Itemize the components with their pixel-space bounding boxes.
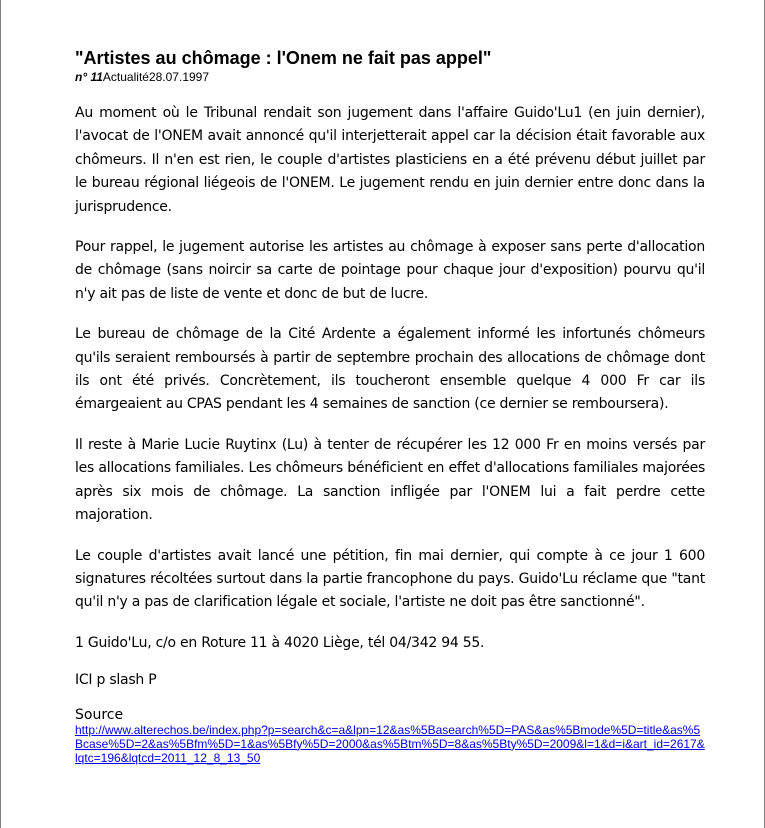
article-footnote: 1 Guido'Lu, c/o en Roture 11 à 4020 Liège, tél 04/342 94 55.	[75, 634, 485, 651]
article-title: "Artistes au chômage : l'Onem ne fait pas appel"	[75, 48, 492, 68]
source-label: Source	[75, 706, 124, 723]
article-paragraph-4: Il reste à Marie Lucie Ruytinx (Lu) à tenter de récupérer les 12 000 Fr en moins versés par les allocations familiales. Les chômeurs bénéficient en effet d'allocations familiales majorées après six mois de chômage. La sanction infligée par l'ONEM lui a fait perdre cette majoration.	[75, 436, 705, 524]
article-paragraph-2: Pour rappel, le jugement autorise les artistes au chômage à exposer sans perte d'allocation de chômage (sans noircir sa carte de pointage pour chaque jour d'exposition) pourvu qu'il n'y ait pas de liste de vente et donc de but de lucre.	[75, 239, 705, 302]
issue-number: n° 11	[75, 70, 103, 84]
article-section: Actualité	[102, 70, 149, 84]
article	[75, 46, 705, 765]
article-paragraph-5: Le couple d'artistes avait lancé une pétition, fin mai dernier, qui compte à ce jour 1 600 signatures récoltées surtout dans la partie francophone du pays. Guido'Lu réclame que "tant qu'il n'y a pas de clarification légale et sociale, l'artiste ne doit pas être sanctionné".	[75, 547, 705, 611]
article-date: 28.07.1997	[148, 70, 210, 84]
article-signature: ICI p slash P	[75, 672, 157, 689]
article-paragraph-1: Au moment où le Tribunal rendait son jugement dans l'affaire Guido'Lu1 (en juin dernier), l'avocat de l'ONEM avait annoncé qu'il interjetterait appel car la décision était favorable aux chômeurs. Il n'en est rien, le couple d'artistes plasticiens en a été prévenu début juillet par le bureau régional liégeois de l'ONEM. Le jugement rendu en juin dernier entre donc dans la jurisprudence.	[75, 105, 705, 215]
article-paragraph-3: Le bureau de chômage de la Cité Ardente a également informé les infortunés chômeurs qu'ils seraient remboursés à partir de septembre prochain des allocations de chômage dont ils ont été privés. Concrètement, ils toucheront ensemble quelque 4 000 Fr car ils émargeaient au CPAS pendant les 4 semaines de sanction (ce dernier se remboursera).	[75, 326, 705, 413]
source-link[interactable]: http://www.alterechos.be/index.php?p=search&c=a&lpn=12&as%5Basearch%5D=PAS&as%5Bmode%5D=title&as%5Bcase%5D=2&as%5Bfm%5D=1&as%5Bfy%5D=2000&as%5Btm%5D=8&as%5Bty%5D=2009&l=1&d=i&art_id=2617&lqtc=196&lqtcd=2011_12_8_13_50	[75, 722, 705, 765]
article-meta	[75, 70, 705, 84]
